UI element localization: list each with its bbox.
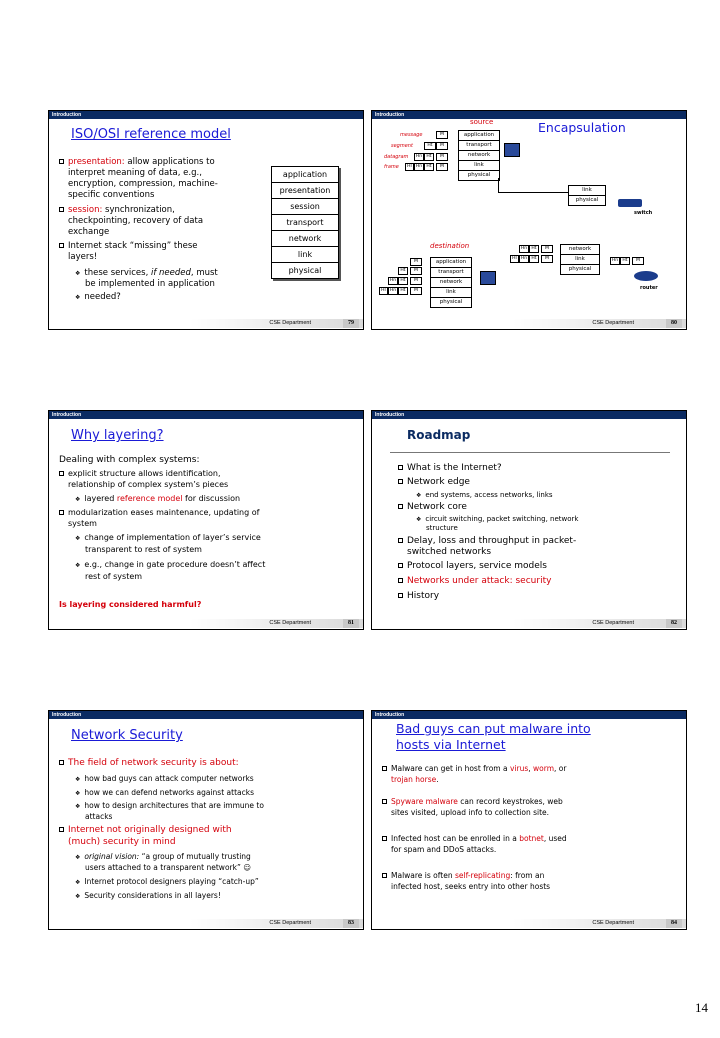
layer-link: link [272, 247, 338, 263]
link-line [498, 192, 568, 193]
slide-header: Introduction [49, 111, 363, 119]
slide-title: Network Security [71, 728, 183, 743]
bullet-self-replicating: Malware is often self-replicating: from an infected host, seeks entry into other hosts [382, 870, 672, 892]
slide-header: Introduction [372, 711, 686, 719]
packet-hl: Hl [510, 255, 519, 263]
sub-bullet: ❖ how we can defend networks against attacks [75, 788, 254, 797]
intro-text: Dealing with complex systems: [59, 455, 200, 465]
slide-title: ISO/OSI reference model [71, 127, 231, 142]
sub-bullet-reference-model: ❖ layered reference model for discussion [75, 494, 241, 503]
slide-number: 80 [666, 319, 682, 328]
layer-network: network [272, 231, 338, 247]
slide-81 [48, 410, 364, 630]
slide-footer: CSE Department 80 [372, 317, 686, 329]
packet-hn: Hn [389, 278, 397, 283]
packet-m: M [541, 255, 553, 263]
packet-m: M [436, 153, 448, 161]
roadmap-subitem: ❖ circuit switching, packet switching, network structure [416, 515, 579, 532]
roadmap-subitem: ❖ end systems, access networks, links [416, 491, 553, 499]
slide-header: Introduction [372, 411, 686, 419]
slide-title: Roadmap [407, 428, 471, 442]
sub-bullet-services: ❖ these services, if needed, must be implemented in application [75, 268, 218, 289]
question-text: Is layering considered harmful? [59, 600, 202, 609]
slide-header: Introduction [49, 411, 363, 419]
bullet-spyware: Spyware malware can record keystrokes, web sites visited, upload info to collection site. [382, 796, 672, 818]
sub-bullet: ❖ Internet protocol designers playing “catch-up” [75, 877, 259, 886]
slide-footer: CSE Department 84 [372, 917, 686, 929]
computer-icon [480, 271, 496, 285]
title-rule [390, 452, 670, 453]
roadmap-item: Network edge [398, 477, 470, 488]
bullet-botnet: Infected host can be enrolled in a botnet, used for spam and DDoS attacks. [382, 833, 672, 855]
slide-title: Bad guys can put malware into hosts via Internet [396, 721, 591, 752]
slide-footer: CSE Department 81 [49, 617, 363, 629]
slide-number: 83 [343, 919, 359, 928]
slide-footer: CSE Department 79 [49, 317, 363, 329]
slide-number: 79 [343, 319, 359, 328]
layer-application: application [272, 167, 338, 183]
packet-m: M [436, 163, 448, 171]
bullet-presentation: presentation: allow applications to interpret meaning of data, e.g., encryption, compression, machine- specific conventions [59, 157, 259, 201]
packet-m: M [541, 245, 553, 253]
roadmap-item: Protocol layers, service models [398, 561, 547, 572]
link-line [498, 178, 499, 192]
packet-hl: Hl [405, 163, 414, 171]
packet-m: M [410, 277, 422, 285]
slide-number: 82 [666, 619, 682, 628]
packet-hn: Hn [611, 258, 619, 263]
packet-ht: Ht [424, 142, 436, 150]
packet-m: M [436, 142, 448, 150]
sub-bullet: ❖ how bad guys can attack computer networks [75, 774, 254, 783]
slide-84 [371, 710, 687, 930]
layer-physical: physical [288, 266, 322, 275]
bullet-session: session: synchronization, checkpointing, recovery of data exchange [59, 205, 259, 238]
switch-label: switch [634, 210, 653, 216]
packet-ht: Ht [398, 287, 408, 295]
slide-footer: CSE Department 83 [49, 917, 363, 929]
slide-header: Introduction [372, 111, 686, 119]
sub-bullet-change: ❖ change of implementation of layer’s service transparent to rest of system [75, 533, 261, 554]
bullet-explicit-structure: explicit structure allows identification, relationship of complex system’s pieces [59, 469, 354, 490]
slide-title: Encapsulation [538, 120, 626, 135]
switch-stack: link physical [568, 185, 606, 206]
slide-header: Introduction [49, 711, 363, 719]
slide-80 [371, 110, 687, 330]
bullet-modularization: modularization eases maintenance, updating of system [59, 508, 354, 529]
destination-stack: application transport network link physical [430, 257, 472, 308]
osi-layer-stack [271, 166, 339, 279]
roadmap-item: History [398, 591, 439, 602]
packet-hn: Hn [415, 164, 423, 169]
switch-icon [618, 199, 642, 207]
bullet-missing-layers: Internet stack “missing” these layers! [59, 241, 259, 263]
roadmap-item: Delay, loss and throughput in packet- switched networks [398, 536, 576, 558]
roadmap-item-current: Networks under attack: security [398, 576, 551, 587]
packet-ht: Ht [424, 163, 434, 171]
message-label: message [400, 132, 423, 138]
router-stack: network link physical [560, 244, 600, 275]
packet-ht: Ht [398, 267, 408, 275]
slide-82 [371, 410, 687, 630]
packet-hn: Hn [520, 246, 528, 251]
page-number: 14 [695, 1000, 708, 1015]
packet-m: M [632, 257, 644, 265]
packet-ht: Ht [529, 245, 539, 253]
router-label: router [640, 285, 658, 291]
packet-ht: Ht [620, 257, 630, 265]
slide-title: Why layering? [71, 428, 164, 443]
packet-hn: Hn [520, 256, 528, 261]
source-stack: application transport network link physical [458, 130, 500, 181]
bullet-not-designed: Internet not originally designed with (much) security in mind [59, 825, 232, 848]
packet-ht: Ht [398, 277, 408, 285]
packet-ht: Ht [529, 255, 539, 263]
frame-label: frame [384, 164, 399, 170]
roadmap-item: Network core [398, 502, 467, 513]
packet-m: M [410, 287, 422, 295]
source-label: source [470, 118, 494, 126]
slide-number: 84 [666, 919, 682, 928]
packet-hn: Hn [415, 154, 423, 159]
bullet-malware: Malware can get in host from a virus, worm, or trojan horse. [382, 763, 672, 785]
packet-m: M [410, 267, 422, 275]
packet-ht: Ht [424, 153, 434, 161]
destination-label: destination [430, 242, 470, 250]
sub-bullet: ❖ how to design architectures that are immune to attacks [75, 801, 264, 821]
sub-bullet-vision: ❖ original vision: “a group of mutually trusting users attached to a transparent network” ☺ [75, 852, 252, 872]
slide-79 [48, 110, 364, 330]
sub-bullet-needed: ❖ needed? [75, 292, 121, 302]
router-icon [634, 271, 658, 281]
slide-83 [48, 710, 364, 930]
slide-number: 81 [343, 619, 359, 628]
packet-m: M [410, 258, 422, 266]
sub-bullet-gate: ❖ e.g., change in gate procedure doesn’t affect rest of system [75, 560, 266, 581]
computer-icon [504, 143, 520, 157]
roadmap-item: What is the Internet? [398, 463, 502, 474]
sub-bullet: ❖ Security considerations in all layers! [75, 891, 221, 900]
datagram-label: datagram [384, 154, 409, 160]
layer-transport: transport [272, 215, 338, 231]
packet-m: M [436, 131, 448, 139]
layer-session: session [272, 199, 338, 215]
packet-hn: Hn [389, 288, 397, 293]
segment-label: segment [391, 143, 413, 149]
bullet-field: The field of network security is about: [59, 758, 239, 769]
slide-footer: CSE Department 82 [372, 617, 686, 629]
packet-hl: Hl [379, 287, 388, 295]
layer-presentation: presentation [272, 183, 338, 199]
